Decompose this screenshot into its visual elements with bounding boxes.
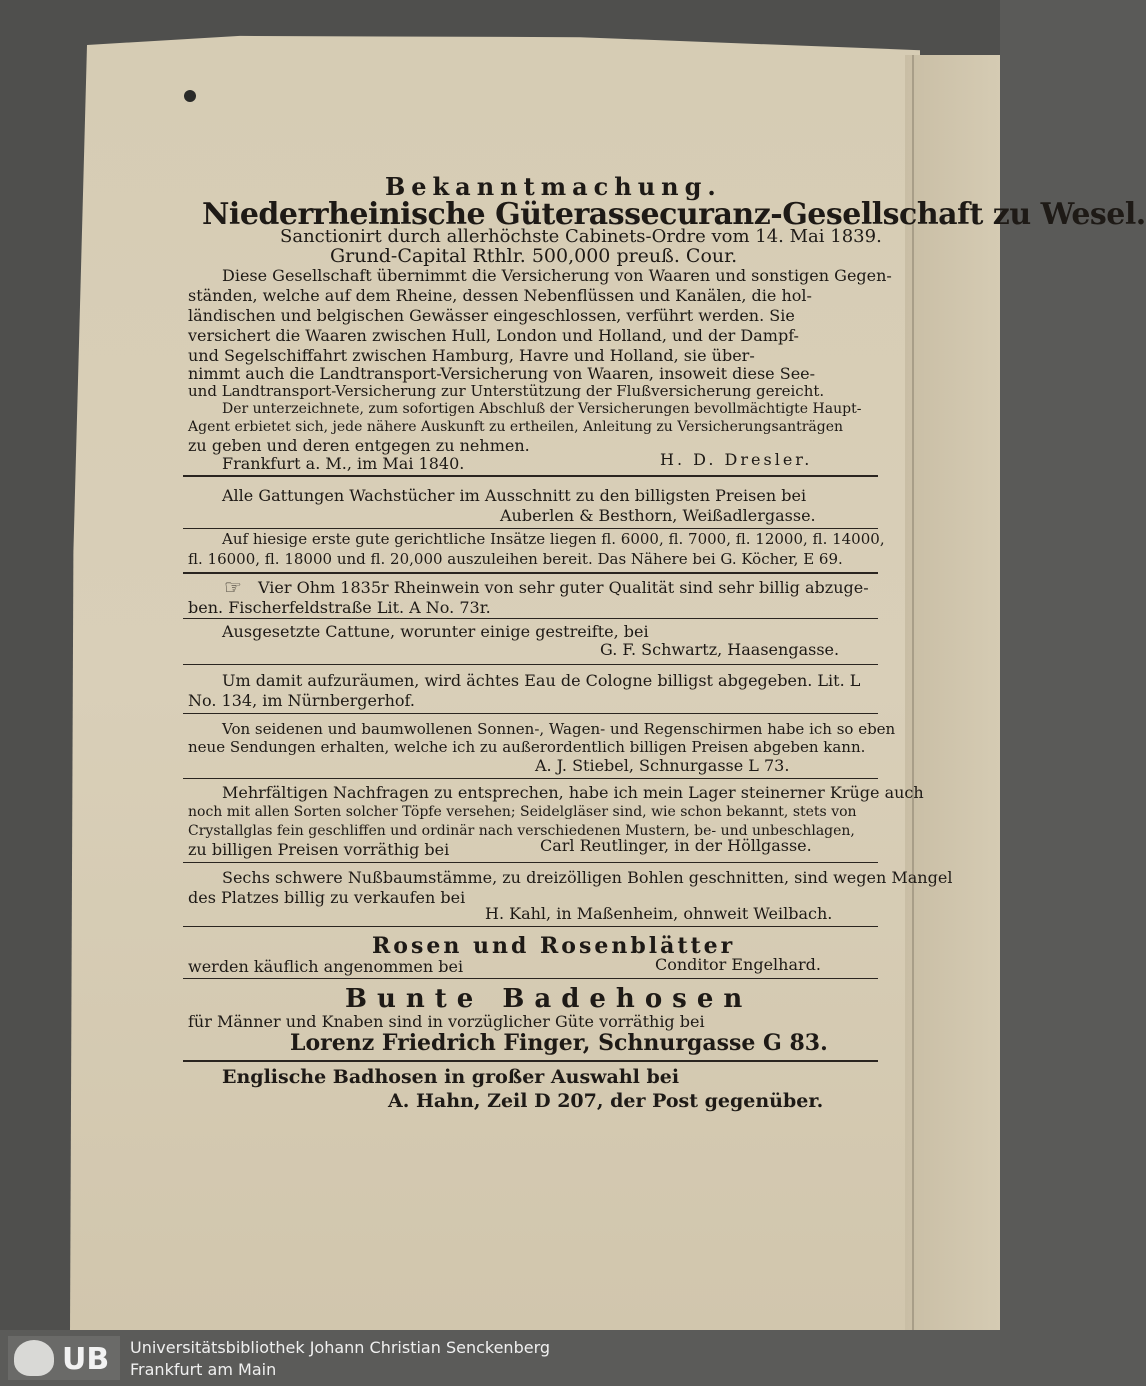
notice-line: und Landtransport-Versicherung zur Unterstützung der Flußversicherung gereicht. — [188, 382, 825, 400]
ad-text: Mehrfältigen Nachfragen zu entsprechen, habe ich mein Lager steinerner Krüge auch — [222, 783, 924, 802]
place-date: Frankfurt a. M., im Mai 1840. — [222, 454, 465, 473]
notice-line: Der unterzeichnete, zum sofortigen Abschluß der Versicherungen bevollmächtigte Haupt- — [222, 401, 862, 417]
notice-line: Diese Gesellschaft übernimmt die Versicherung von Waaren und sonstigen Gegen- — [222, 266, 892, 285]
ad-text: Um damit aufzuräumen, wird ächtes Eau de Cologne billigst abgegeben. Lit. L — [222, 671, 861, 690]
ad-seller: G. F. Schwartz, Haasengasse. — [600, 640, 840, 659]
library-logo — [8, 1336, 120, 1380]
ad-seller: A. J. Stiebel, Schnurgasse L 73. — [535, 756, 790, 775]
ad-text: Crystallglas fein geschliffen und ordinär nach verschiedenen Mustern, be- und unbeschlagen, — [188, 823, 855, 839]
ad-seller: Conditor Engelhard. — [655, 955, 821, 974]
notice-line: und Segelschiffahrt zwischen Hamburg, Havre und Holland, sie über- — [188, 346, 755, 365]
ad-seller: H. Kahl, in Maßenheim, ohnweit Weilbach. — [485, 904, 833, 923]
ad-text: fl. 16000, fl. 18000 und fl. 20,000 auszuleihen bereit. Das Nähere bei G. Köcher, E 69. — [188, 550, 843, 568]
ad-text: Alle Gattungen Wachstücher im Ausschnitt zu den billigsten Preisen bei — [222, 486, 807, 505]
ad-text: zu billigen Preisen vorräthig bei — [188, 840, 450, 859]
ad-text: ben. Fischerfeldstraße Lit. A No. 73r. — [188, 598, 491, 617]
signature: H. D. Dresler. — [660, 450, 813, 469]
library-footer — [0, 1330, 1000, 1386]
divider — [183, 978, 878, 979]
company-name: Niederrheinische Güterassecuranz-Gesellschaft zu Wesel. — [202, 197, 1146, 232]
ad-seller: Auberlen & Besthorn, Weißadlergasse. — [500, 506, 816, 525]
divider — [183, 778, 878, 779]
library-name: Universitätsbibliothek Johann Christian Senckenberg — [130, 1338, 551, 1357]
ad-title: Rosen und Rosenblätter — [372, 933, 736, 959]
divider — [183, 618, 878, 619]
ad-text: Auf hiesige erste gute gerichtliche Insätze liegen fl. 6000, fl. 7000, fl. 12000, fl. 14000, — [222, 530, 885, 548]
notice-line: ländischen und belgischen Gewässer eingeschlossen, verführt werden. Sie — [188, 306, 795, 325]
ad-seller: Lorenz Friedrich Finger, Schnurgasse G 83. — [290, 1030, 828, 1056]
divider — [183, 713, 878, 714]
divider — [183, 528, 878, 529]
page-fold — [912, 55, 914, 1330]
ad-text: Sechs schwere Nußbaumstämme, zu dreizölligen Bohlen geschnitten, sind wegen Mangel — [222, 868, 953, 887]
divider — [183, 862, 878, 863]
notice-heading: Bekanntmachung. — [385, 172, 722, 201]
notice-line: ständen, welche auf dem Rheine, dessen Nebenflüssen und Kanälen, die hol- — [188, 286, 812, 305]
portrait-icon — [14, 1340, 54, 1376]
ad-seller: A. Hahn, Zeil D 207, der Post gegenüber. — [388, 1090, 824, 1112]
divider — [183, 1060, 878, 1062]
ad-text: No. 134, im Nürnbergerhof. — [188, 691, 415, 710]
divider — [183, 572, 878, 574]
ad-text: Vier Ohm 1835r Rheinwein von sehr guter Qualität sind sehr billig abzuge- — [258, 578, 869, 597]
notice-line: versichert die Waaren zwischen Hull, London und Holland, und der Dampf- — [188, 326, 799, 345]
capital-line: Grund-Capital Rthlr. 500,000 preuß. Cour. — [330, 245, 738, 267]
notice-line: nimmt auch die Landtransport-Versicherung von Waaren, insoweit diese See- — [188, 364, 816, 383]
notice-line: Agent erbietet sich, jede nähere Auskunft zu ertheilen, Anleitung zu Versicherungsanträgen — [188, 419, 844, 435]
ad-title: Bunte Badehosen — [345, 984, 753, 1014]
ad-text: Von seidenen und baumwollenen Sonnen-, Wagen- und Regenschirmen habe ich so eben — [222, 720, 896, 738]
ad-text: Englische Badhosen in großer Auswahl bei — [222, 1066, 680, 1088]
adjacent-page-edge — [905, 55, 1000, 1330]
library-city: Frankfurt am Main — [130, 1360, 277, 1379]
ad-text: neue Sendungen erhalten, welche ich zu außerordentlich billigen Preisen abgeben kann. — [188, 738, 866, 756]
ad-text: werden käuflich angenommen bei — [188, 957, 464, 976]
divider — [183, 664, 878, 665]
ad-text: für Männer und Knaben sind in vorzüglicher Güte vorräthig bei — [188, 1012, 705, 1031]
divider — [183, 475, 878, 477]
ad-text: des Platzes billig zu verkaufen bei — [188, 888, 466, 907]
ad-seller: Carl Reutlinger, in der Höllgasse. — [540, 836, 812, 855]
ad-text: Ausgesetzte Cattune, worunter einige gestreifte, bei — [222, 622, 649, 641]
ad-text: noch mit allen Sorten solcher Töpfe versehen; Seidelgläser sind, wie schon bekannt, stets von — [188, 804, 857, 820]
logo-text: UB — [62, 1342, 110, 1377]
paper-hole — [184, 90, 196, 102]
notice-line: zu geben und deren entgegen zu nehmen. — [188, 436, 530, 455]
sanction-line: Sanctionirt durch allerhöchste Cabinets-Ordre vom 14. Mai 1839. — [280, 226, 882, 247]
divider — [183, 926, 878, 927]
pointing-hand-icon: ☞ — [224, 575, 242, 599]
